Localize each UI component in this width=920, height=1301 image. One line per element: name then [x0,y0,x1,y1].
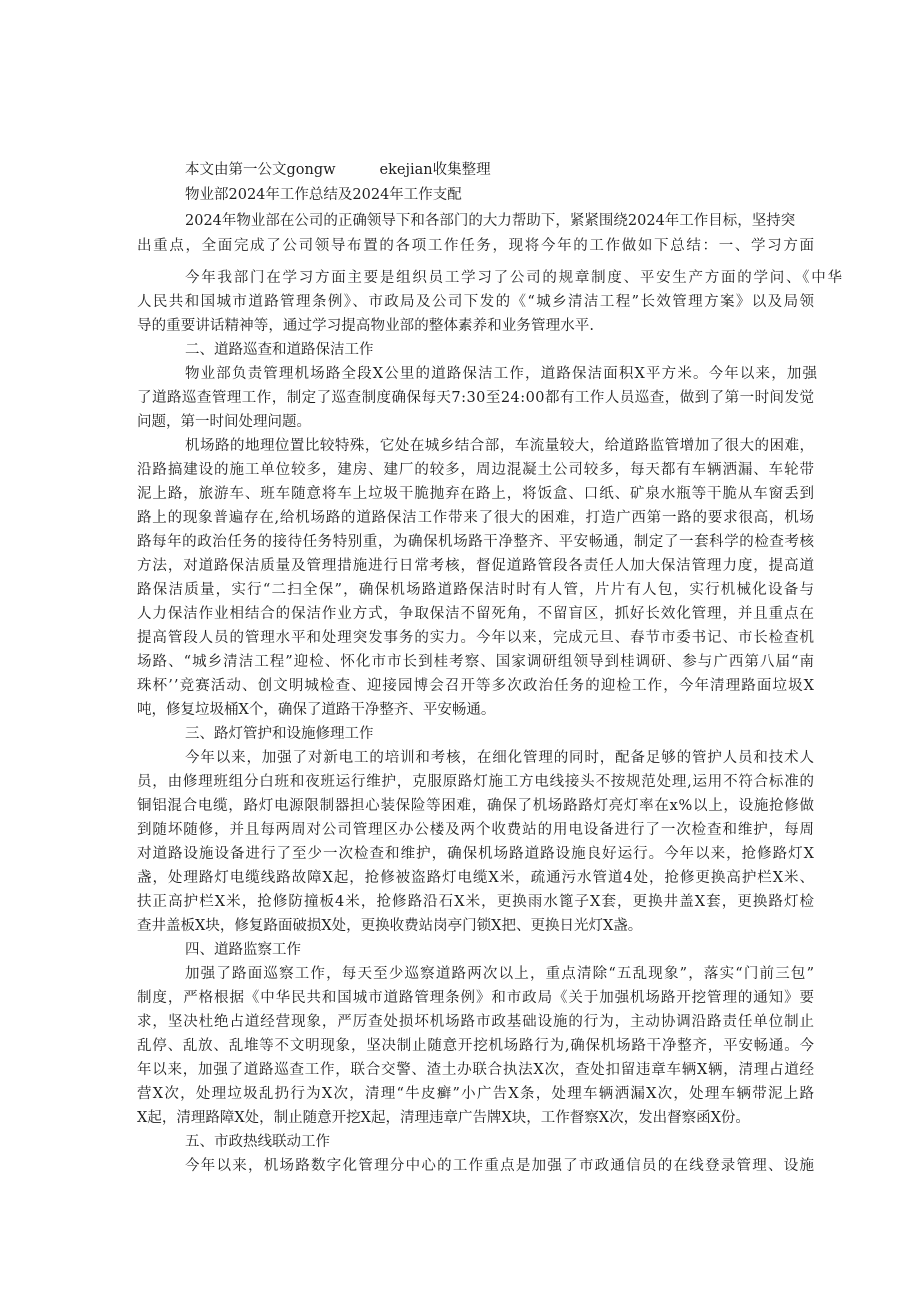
paragraph-line: 对道路设施设备进行了至少一次检查和维护，确保机场路道路设施良好运行。今年以来，抢修路灯X [137,846,815,862]
section-heading: 二、道路巡查和道路保洁工作 [185,342,374,358]
source-note-part2: ekejian收集整理 [379,162,491,178]
section-heading: 三、路灯管护和设施修理工作 [185,726,374,742]
paragraph-line: 机场路的地理位置比较特殊，它处在城乡结合部，车流量较大，给道路监管增加了很大的困难， [185,438,815,454]
paragraph-line: 求，坚决杜绝占道经营现象，严厉查处损坏机场路市政基础设施的行为，主动协调沿路责任单位制止 [137,1014,815,1030]
paragraph-line: 吨，修复垃圾桶X个，确保了道路干净整齐、平安畅通。 [137,702,496,718]
paragraph-line: 查井盖板X块，修复路面破损X处，更换收费站岗亭门锁X把、更换日光灯X盏。 [137,918,643,934]
paragraph-line: 泥上路，旅游车、班车随意将车上垃圾干脆抛弃在路上，将饭盒、口纸、矿泉水瓶等干脆从车窗丢到 [137,486,815,502]
paragraph-line: 人民共和国城市道路管理条例》、市政局及公司下发的《“城乡清洁工程”长效管理方案》以及局领 [137,294,816,310]
paragraph-line: 扶正高护栏X米，抢修防撞板4米，抢修路沿石X米，更换雨水篦子X套，更换井盖X套，更换路灯检 [137,894,816,910]
paragraph-line: 路保洁质量，实行“二扫全保”，确保机场路道路保洁时时有人管，片片有人包，实行机械化设备与 [137,582,816,598]
source-note-part1: 本文由第一公文gongw [185,162,336,178]
paragraph-line: 到随坏随修，并且每两周对公司管理区办公楼及两个收费站的用电设备进行了一次检查和维护，每周 [137,822,815,838]
paragraph-line: 制度，严格根据《中华民共和国城市道路管理条例》和市政局《关于加强机场路开挖管理的通知》要 [137,990,815,1006]
paragraph-line: 导的重要讲话精神等，通过学习提高物业部的整体素养和业务管理水平. [137,318,595,334]
paragraph-line: 方法，对道路保洁质量及管理措施进行日常考核，督促道路管段各责任人加大保洁管理力度，提高道 [137,558,815,574]
section-heading: 五、市政热线联动工作 [185,1134,330,1150]
paragraph-line: 问题，第一时间处理问题。 [137,414,311,430]
paragraph-line: 物业部负责管理机场路全段X公里的道路保洁工作，道路保洁面积X平方米。今年以来，加强 [185,366,819,382]
paragraph-line: 出重点，全面完成了公司领导布置的各项工作任务，现将今年的工作做如下总结：一、学习方面 [137,238,816,254]
document-title: 物业部2024年工作总结及2024年工作支配 [185,187,462,203]
paragraph-line: 了道路巡查管理工作，制定了巡查制度确保每天7:30至24:00都有工作人员巡查，做到了第一时间发觉 [137,390,815,406]
paragraph-line: 路上的现象普遍存在,给机场路的道路保洁工作带来了很大的困难，打造广西第一路的要求很高，机场 [137,510,815,526]
paragraph-line: X起，清理路障X处，制止随意开挖X起，清理违章广告牌X块，工作督察X次，发出督察函X份。 [137,1110,750,1126]
paragraph-line: 今年以来，机场路数字化管理分中心的工作重点是加强了市政通信员的在线登录管理、设施 [185,1158,816,1174]
paragraph-line: 珠杯’’竞赛活动、创文明城检查、迎接园博会召开等多次政治任务的迎检工作，今年清理路面垃圾X [137,678,816,694]
paragraph-line: 加强了路面巡察工作，每天至少巡察道路两次以上，重点清除“五乱现象”，落实“门前三包” [185,966,816,982]
paragraph-line: 员，由修理班组分白班和夜班运行维护，克服原路灯施工方电线接头不按规范处理,运用不符合标准的 [137,774,815,790]
paragraph-line: 沿路搞建设的施工单位较多，建房、建厂的较多，周边混凝土公司较多，每天都有车辆洒漏、车轮带 [137,462,815,478]
source-note [185,160,491,180]
paragraph-line: 提高管段人员的管理水平和处理突发事务的实力。今年以来，完成元旦、春节市委书记、市长检查机 [137,630,815,646]
paragraph-line: 2024年物业部在公司的正确领导下和各部门的大力帮助下，紧紧围绕2024年工作目标，坚持突 [185,213,796,229]
paragraph-line: 今年以来，加强了对新电工的培训和考核，在细化管理的同时，配备足够的管护人员和技术人 [185,750,815,766]
paragraph-line: 盏，处理路灯电缆线路故障X起，抢修被盗路灯电缆X米，疏通污水管道4处，抢修更换高护栏X米、 [137,870,815,886]
paragraph-line: 路每年的政治任务的接待任务特别重，为确保机场路干净整齐、平安畅通，制定了一套科学的检查考核 [137,534,815,550]
paragraph-line: 乱停、乱放、乱堆等不文明现象，坚决制止随意开挖机场路行为,确保机场路干净整齐，平安畅通。今 [137,1038,815,1054]
paragraph-line: 铜铝混合电缆，路灯电源限制器担心装保险等困难，确保了机场路路灯亮灯率在x%以上，设施抢修做 [137,798,815,814]
paragraph-line: 年以来，加强了道路巡查工作，联合交警、渣土办联合执法X次，查处扣留违章车辆X辆，清理占道经 [137,1062,815,1078]
section-heading: 四、道路监察工作 [185,942,301,958]
paragraph-line: 今年我部门在学习方面主要是组织员工学习了公司的规章制度、平安生产方面的学问、《中华 [185,270,844,286]
paragraph-line: 场路、“城乡清洁工程”迎检、怀化市市长到桂考察、国家调研组领导到桂调研、参与广西第八届“南 [137,654,816,670]
paragraph-line: 人力保洁作业相结合的保洁作业方式，争取保洁不留死角，不留盲区，抓好长效化管理，并且重点在 [137,606,815,622]
paragraph-line: 营X次，处理垃圾乱扔行为X次，清理“牛皮癣”小广告X条，处理车辆洒漏X次，处理车辆带泥上路 [137,1086,816,1102]
